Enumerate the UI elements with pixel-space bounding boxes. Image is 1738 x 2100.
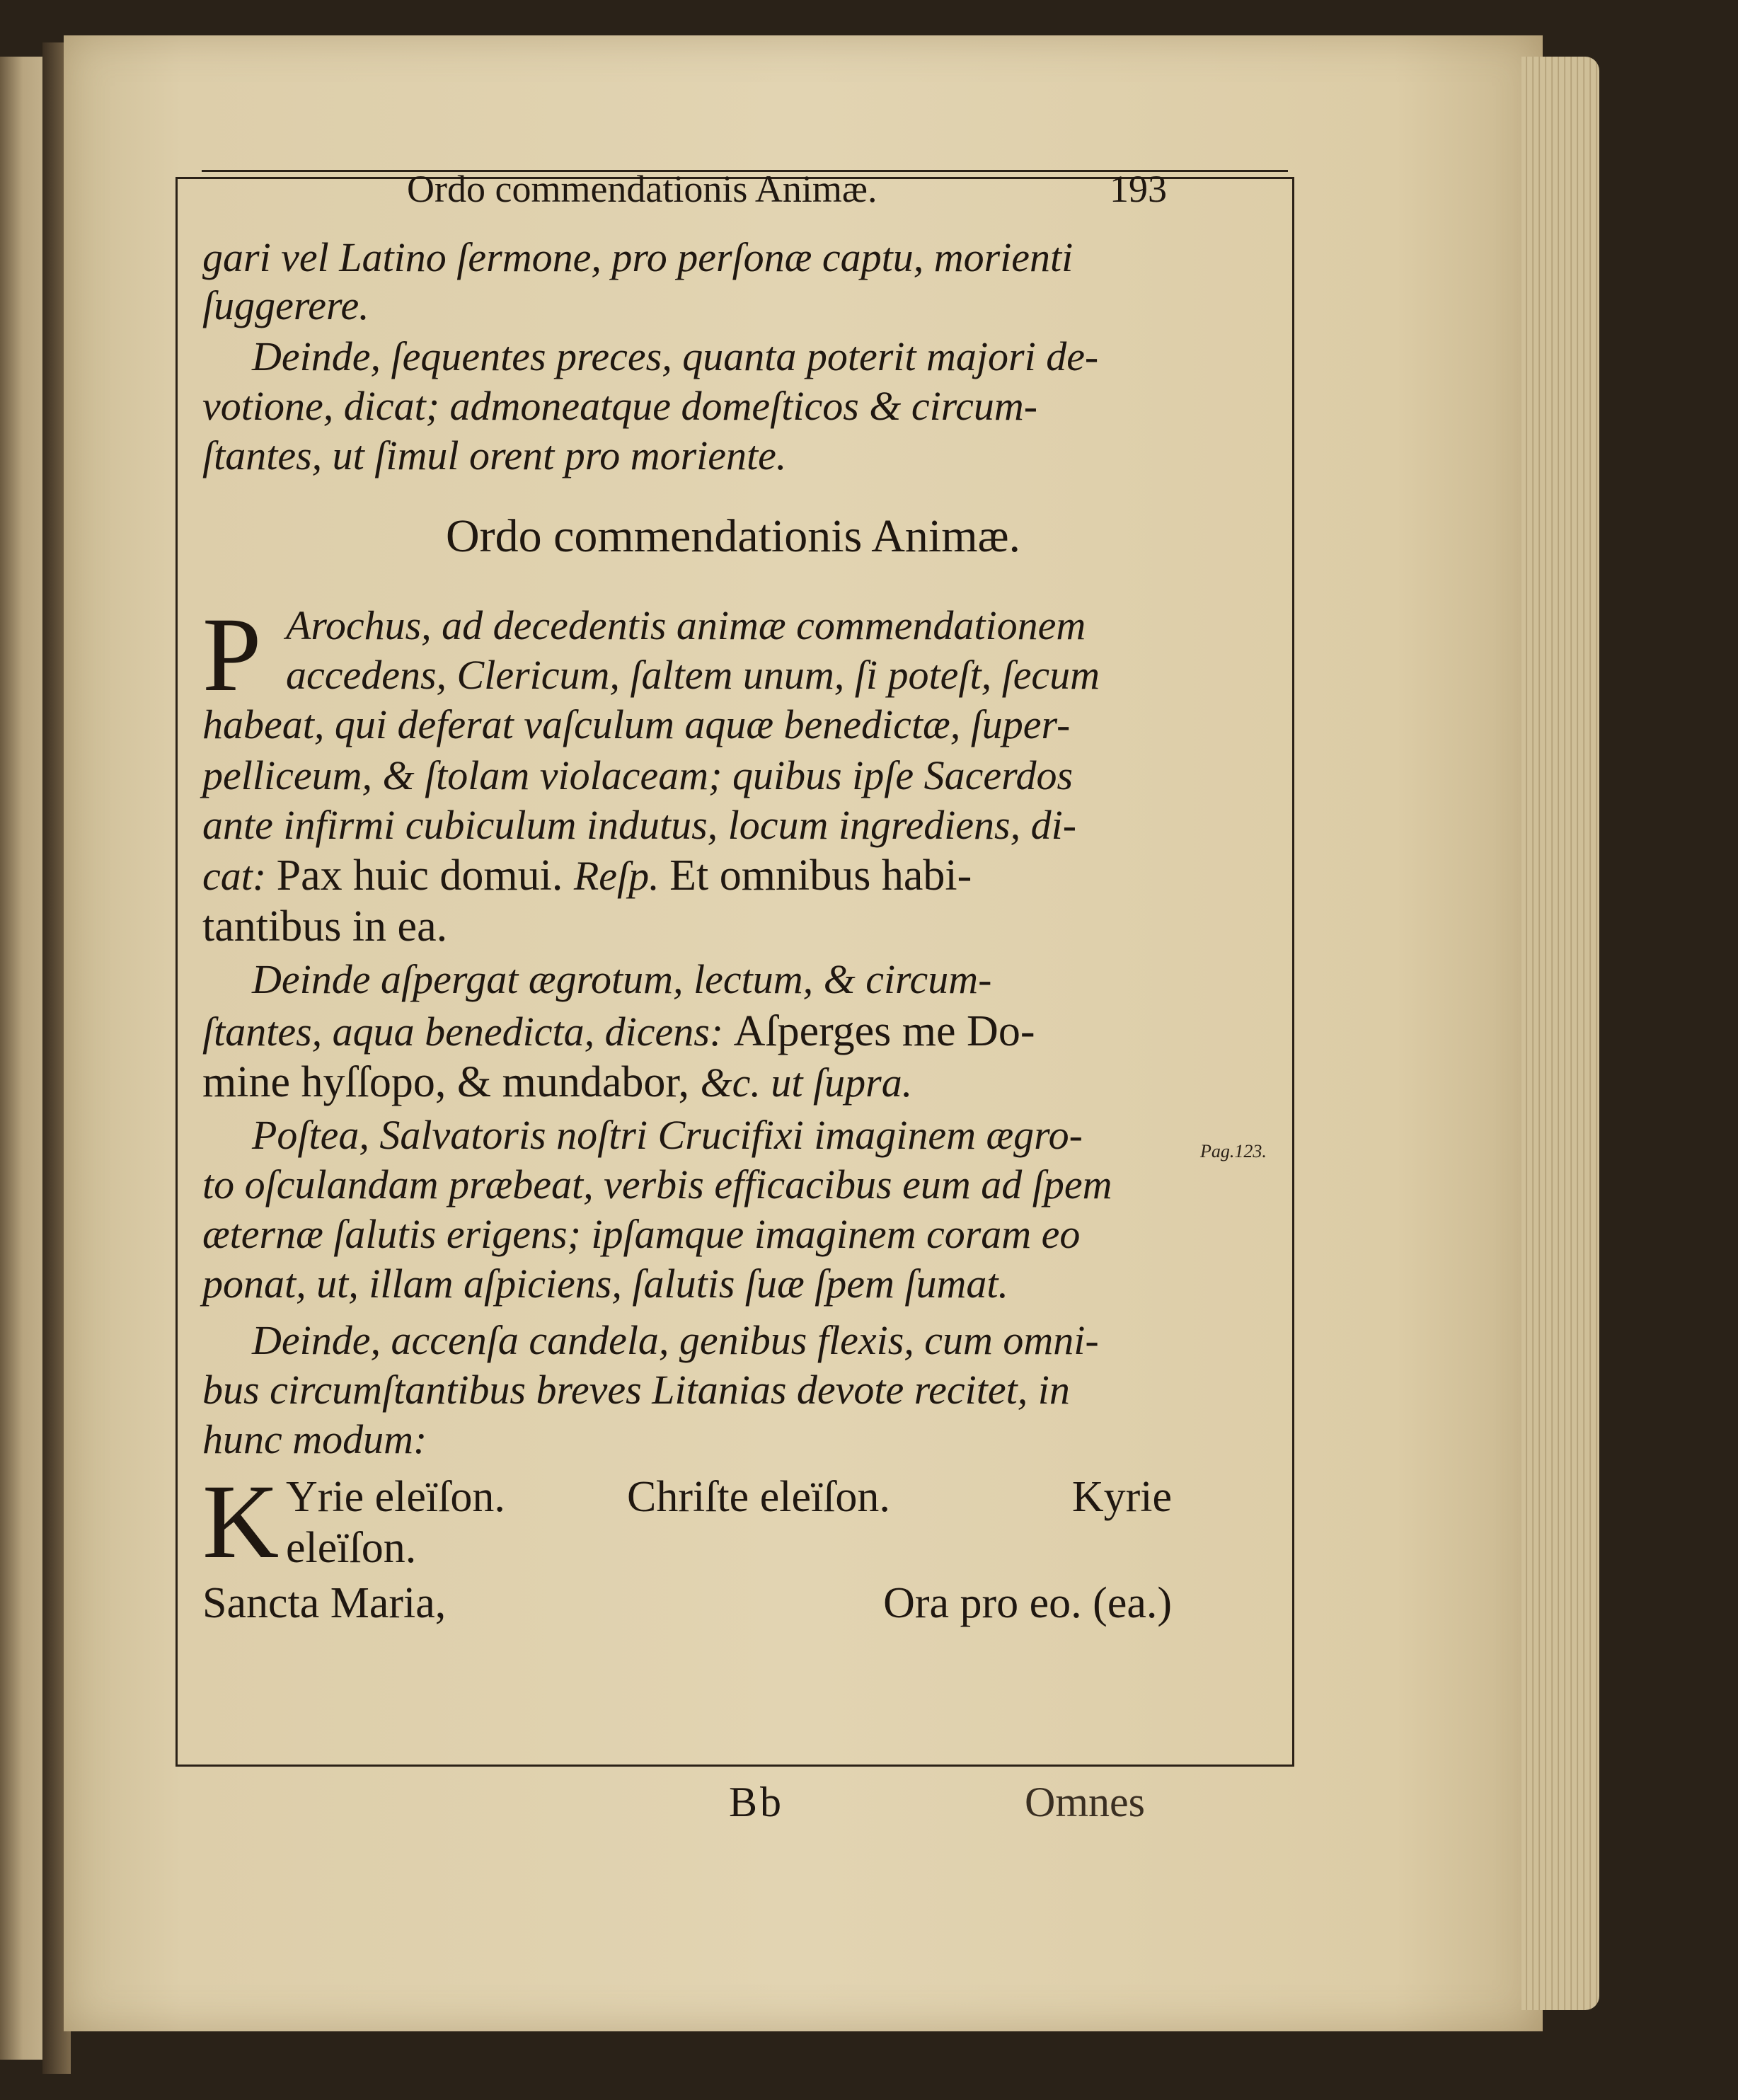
para2-mixed-italic: ſtantes, aqua benedicta, dicens: xyxy=(202,1009,734,1055)
para4-line: Deinde, accenſa candela, genibus flexis, cum omni- xyxy=(252,1317,1099,1363)
para1-line: ante infirmi cubiculum indutus, locum ingrediens, di- xyxy=(202,802,1077,848)
page-number: 193 xyxy=(1110,168,1167,210)
para1-mixed-c: Reſp. xyxy=(573,853,670,899)
para1-mixed-b: Pax huic domui. xyxy=(276,851,574,900)
para1-mixed-a: cat: xyxy=(202,853,277,899)
intro-line: ſuggerere. xyxy=(202,282,369,328)
para4-line: hunc modum: xyxy=(202,1416,427,1462)
para1-line: Arochus, ad decedentis animæ commendationem xyxy=(286,602,1086,648)
drop-cap-k: K xyxy=(202,1463,280,1580)
margin-note: Pag.123. xyxy=(1200,1141,1267,1161)
para3-line: Poſtea, Salvatoris noſtri Crucifixi imaginem ægro- xyxy=(252,1112,1083,1158)
para1-line: accedens, Clericum, ſaltem unum, ſi poteſt, ſecum xyxy=(286,652,1100,698)
para2-line3-roman: mine hyſſopo, & mundabor, xyxy=(202,1058,701,1106)
para4-line: bus circumſtantibus breves Litanias devote recitet, in xyxy=(202,1367,1070,1413)
litany-eleison: eleïſon. xyxy=(286,1524,417,1572)
running-head-title: Ordo commendationis Animæ. xyxy=(407,168,877,210)
para2-mixed-line xyxy=(202,1006,1035,1057)
litany-christe: Chriſte eleïſon. xyxy=(627,1473,890,1521)
para2-line: Deinde aſpergat ægrotum, lectum, & circum- xyxy=(252,956,992,1002)
para2-mixed-line xyxy=(202,1057,912,1108)
para3-line: to oſculandam præbeat, verbis efficacibus eum ad ſpem xyxy=(202,1161,1112,1207)
litany-response: Ora pro eo. (ea.) xyxy=(883,1579,1172,1627)
litany-kyrie: Yrie eleïſon. xyxy=(286,1473,505,1521)
intro-line: gari vel Latino ſermone, pro perſonæ captu, morienti xyxy=(202,234,1074,280)
para1-line: pelliceum, & ſtolam violaceam; quibus ipſe Sacerdos xyxy=(202,752,1074,798)
para1-line: habeat, qui deferat vaſculum aquæ benedictæ, ſuper- xyxy=(202,701,1071,747)
para2-line3-italic: &c. ut ſupra. xyxy=(700,1060,913,1106)
para1-mixed-d: Et omnibus habi- xyxy=(669,851,972,900)
signature-mark: Bb xyxy=(729,1779,785,1825)
para3-line: æternæ ſalutis erigens; ipſamque imaginem coram eo xyxy=(202,1211,1081,1257)
intro-line: ſtantes, ut ſimul orent pro moriente. xyxy=(202,432,787,478)
para3-line: ponat, ut, illam aſpiciens, ſalutis ſuæ ſpem ſumat. xyxy=(202,1261,1009,1307)
section-heading: Ordo commendationis Animæ. xyxy=(445,510,1021,562)
page-block-edges xyxy=(1521,57,1599,2010)
para2-mixed-roman: Aſperges me Do- xyxy=(733,1007,1035,1055)
para1-mixed-line xyxy=(202,851,972,901)
catchword: Omnes xyxy=(1025,1779,1145,1825)
para1-last-line: tantibus in ea. xyxy=(202,902,448,951)
intro-line: Deinde, ſequentes preces, quanta poterit majori de- xyxy=(252,333,1099,379)
drop-cap-p: P xyxy=(202,596,262,713)
litany-sancta-maria: Sancta Maria, xyxy=(202,1579,447,1627)
intro-line: votione, dicat; admoneatque domeſticos & circum- xyxy=(202,383,1038,429)
litany-kyrie-2: Kyrie xyxy=(1071,1473,1172,1521)
